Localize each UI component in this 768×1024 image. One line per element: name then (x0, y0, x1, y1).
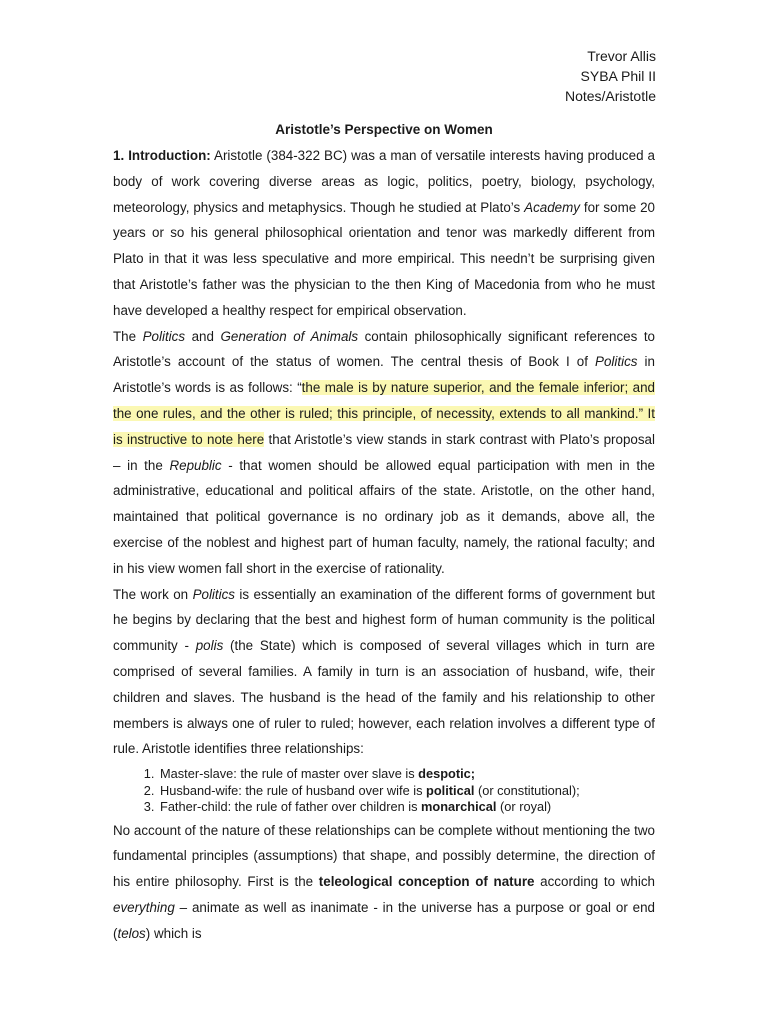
paragraph-politics-thesis: The Politics and Generation of Animals contain philosophically significant references to Aristotle’s account of the status of women. The central thesis of Book I of Politics in Aristotle’s words is as follows: “the male is by nature superior, and the female inferior; and the one rules, and the other is ruled; this principle, of necessity, extends to all mankind.” It is instructive to note here that Aristotle’s view stands in stark contrast with Plato’s proposal – in the Republic - that women should be allowed equal participation with men in the administrative, educational and political affairs of the state. Aristotle, on the other hand, maintained that political governance is no ordinary job as it demands, above all, the exercise of the noblest and highest part of human faculty, namely, the rational faculty; and in his view women fall short in the exercise of rationality. (113, 328, 655, 576)
course-label: SYBA Phil II (580, 68, 656, 84)
document-body (113, 143, 655, 947)
author-header (565, 46, 656, 106)
author-name: Trevor Allis (587, 48, 656, 64)
list-item: 2. Husband-wife: the rule of husband over wife is political (or constitutional); (158, 783, 655, 800)
document-title: Aristotle’s Perspective on Women (275, 122, 493, 137)
section-heading: 1. Introduction: (113, 148, 211, 163)
highlighted-quote: the male is by nature superior, and the female inferior; and the one rules, and the other is ruled; this principle, of necessity, extends to all mankind.” It is instructive to note here (113, 380, 655, 447)
list-item: 1. Master-slave: the rule of master over slave is despotic; (158, 766, 655, 783)
paragraph-introduction: 1. Introduction: Aristotle (384-322 BC) was a man of versatile interests having produced a body of work covering diverse areas as logic, politics, poetry, biology, psychology, meteorology, physics and metaphysics. Though he studied at Plato’s Academy for some 20 years or so his general philosophical orientation and tenor was markedly different from Plato in that it was less speculative and more empirical. This needn’t be surprising given that Aristotle’s father was the physician to the then King of Macedonia from who he must have developed a healthy respect for empirical observation. (113, 148, 655, 318)
paragraph-principles: No account of the nature of these relationships can be complete without mentioning the two fundamental principles (assumptions) that shape, and possibly determine, the direction of his entire philosophy. First is the teleological conception of nature according to which everything – animate as well as inanimate - in the universe has a purpose or goal or end (telos) which is (113, 822, 655, 941)
relationships-list (113, 766, 655, 816)
notes-label: Notes/Aristotle (564, 88, 656, 104)
paragraph-family-relations: The work on Politics is essentially an examination of the different forms of government but he begins by declaring that the best and highest form of human community is the political community - polis (the State) which is composed of several villages which in turn are comprised of several families. A family in turn is an association of husband, wife, their children and slaves. The husband is the head of the family and his relationship to other members is always one of ruler to ruled; however, each relation involves a different type of rule. Aristotle identifies three relationships: (113, 586, 655, 757)
list-item: 3. Father-child: the rule of father over children is monarchical (or royal) (158, 799, 655, 816)
